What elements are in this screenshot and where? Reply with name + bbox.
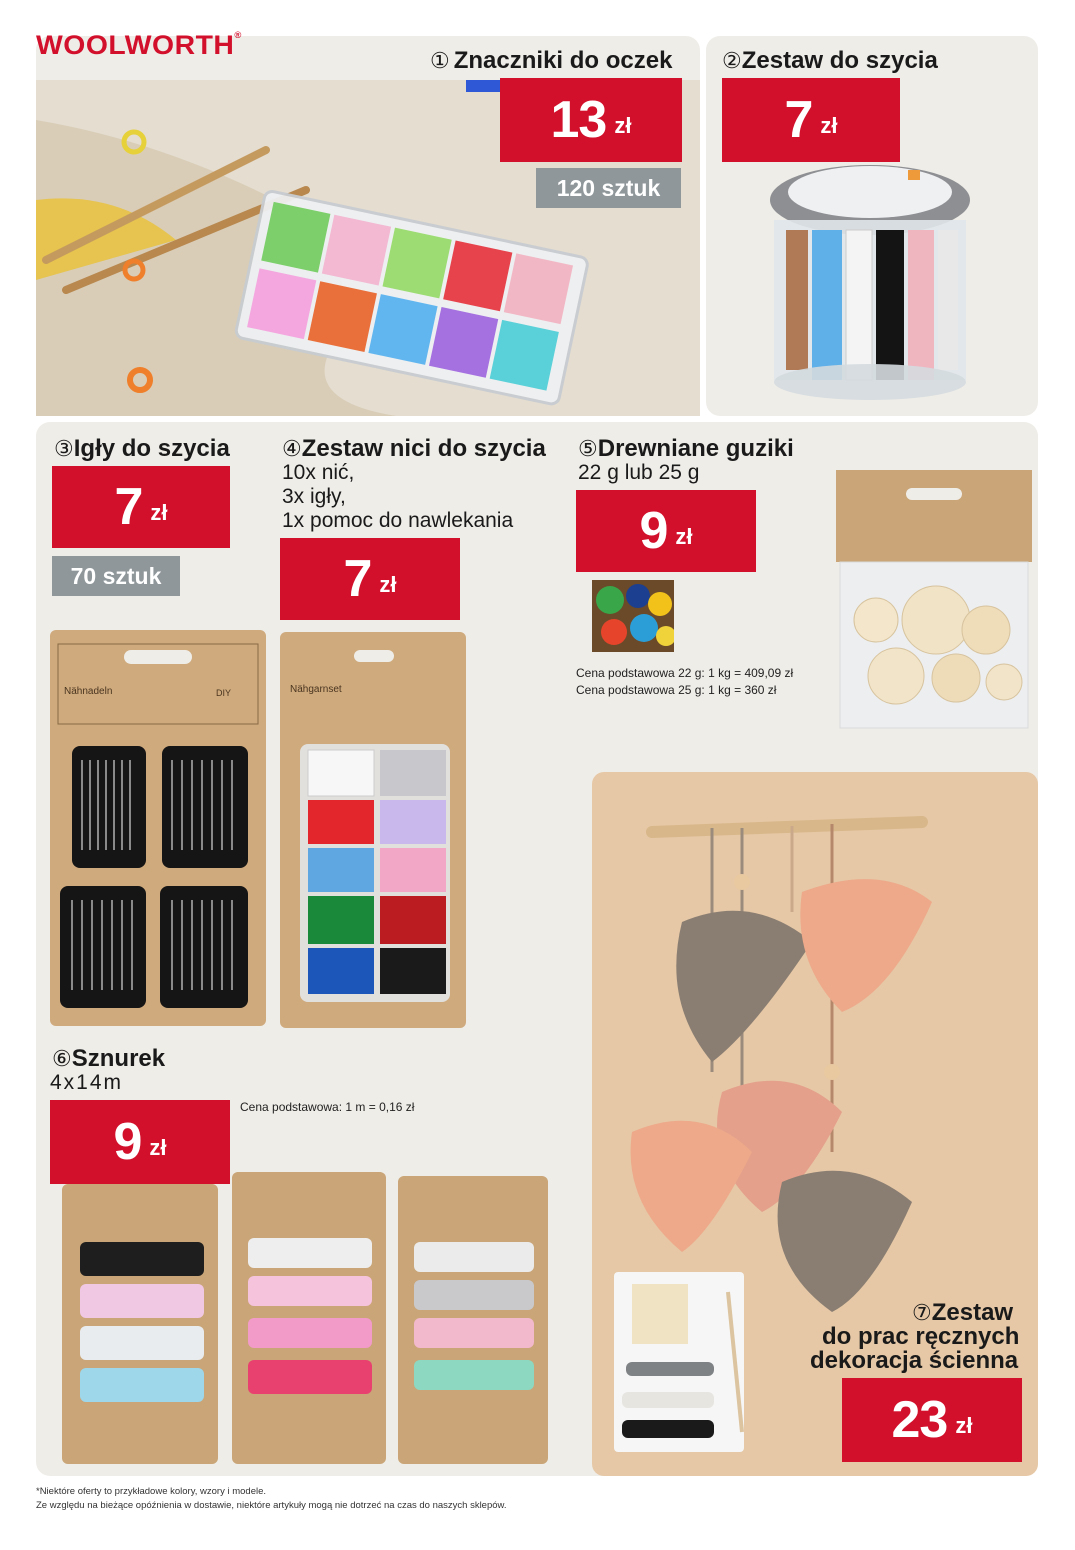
product-4-price: 7 zł (280, 538, 460, 620)
brand-logo: WOOLWORTH® (36, 30, 242, 60)
sewing-kit-image (760, 160, 980, 410)
product-5-unit-price-2: Cena podstawowa 25 g: 1 kg = 360 zł (576, 683, 777, 697)
product-7-price: 23 zł (842, 1378, 1022, 1462)
product-6-unit-price: Cena podstawowa: 1 m = 0,16 zł (240, 1100, 415, 1114)
product-6-length: 4x14m (50, 1071, 124, 1094)
product-7-line-1: do prac ręcznych (822, 1323, 1020, 1350)
product-5-price: 9 zł (576, 490, 756, 572)
product-1-title: ① Znaczniki do oczek (430, 47, 673, 74)
footnote-1: *Niektóre oferty to przykładowe kolory, wzory i modele. (36, 1486, 267, 1497)
product-6-price: 9 zł (50, 1100, 230, 1184)
product-5-weight: 22 g lub 25 g (578, 461, 700, 484)
colored-buttons-image (592, 580, 674, 652)
product-3-price: 7 zł (52, 466, 230, 548)
product-7-title: ⑦Zestaw (912, 1299, 1014, 1326)
product-5-unit-price-1: Cena podstawowa 22 g: 1 kg = 409,09 zł (576, 666, 794, 680)
product-4-title: ④Zestaw nici do szycia (282, 435, 546, 462)
twine-cards-image (62, 1172, 552, 1468)
product-2-price: 7 zł (722, 78, 900, 162)
product-3-quantity-badge: 70 sztuk (52, 556, 180, 596)
wooden-buttons-pack-image (836, 470, 1032, 732)
product-7-line-2: dekoracja ścienna (810, 1347, 1019, 1374)
product-4-line-3: 1x pomoc do nawlekania (282, 509, 514, 532)
product-6-title: ⑥Sznurek (52, 1045, 166, 1072)
product-5-title: ⑤Drewniane guziki (578, 435, 794, 462)
footnote-2: Ze względu na bieżące opóźnienia w dostawie, niektóre artykuły mogą nie dotrzeć na czas do naszych sklepów. (36, 1500, 507, 1511)
needles-pack-diy: DIY (216, 688, 232, 698)
product-1-quantity-badge: 120 sztuk (536, 168, 681, 208)
product-4-line-1: 10x nić, (282, 461, 355, 484)
thread-set-label: Nähgarnset (290, 684, 342, 695)
product-3-title: ③Igły do szycia (54, 435, 230, 462)
product-2-title: ②Zestaw do szycia (722, 47, 938, 74)
needles-pack-label: Nähnadeln (64, 686, 113, 697)
product-4-line-2: 3x igły, (282, 485, 346, 508)
product-1-price: 13 zł (500, 78, 682, 162)
